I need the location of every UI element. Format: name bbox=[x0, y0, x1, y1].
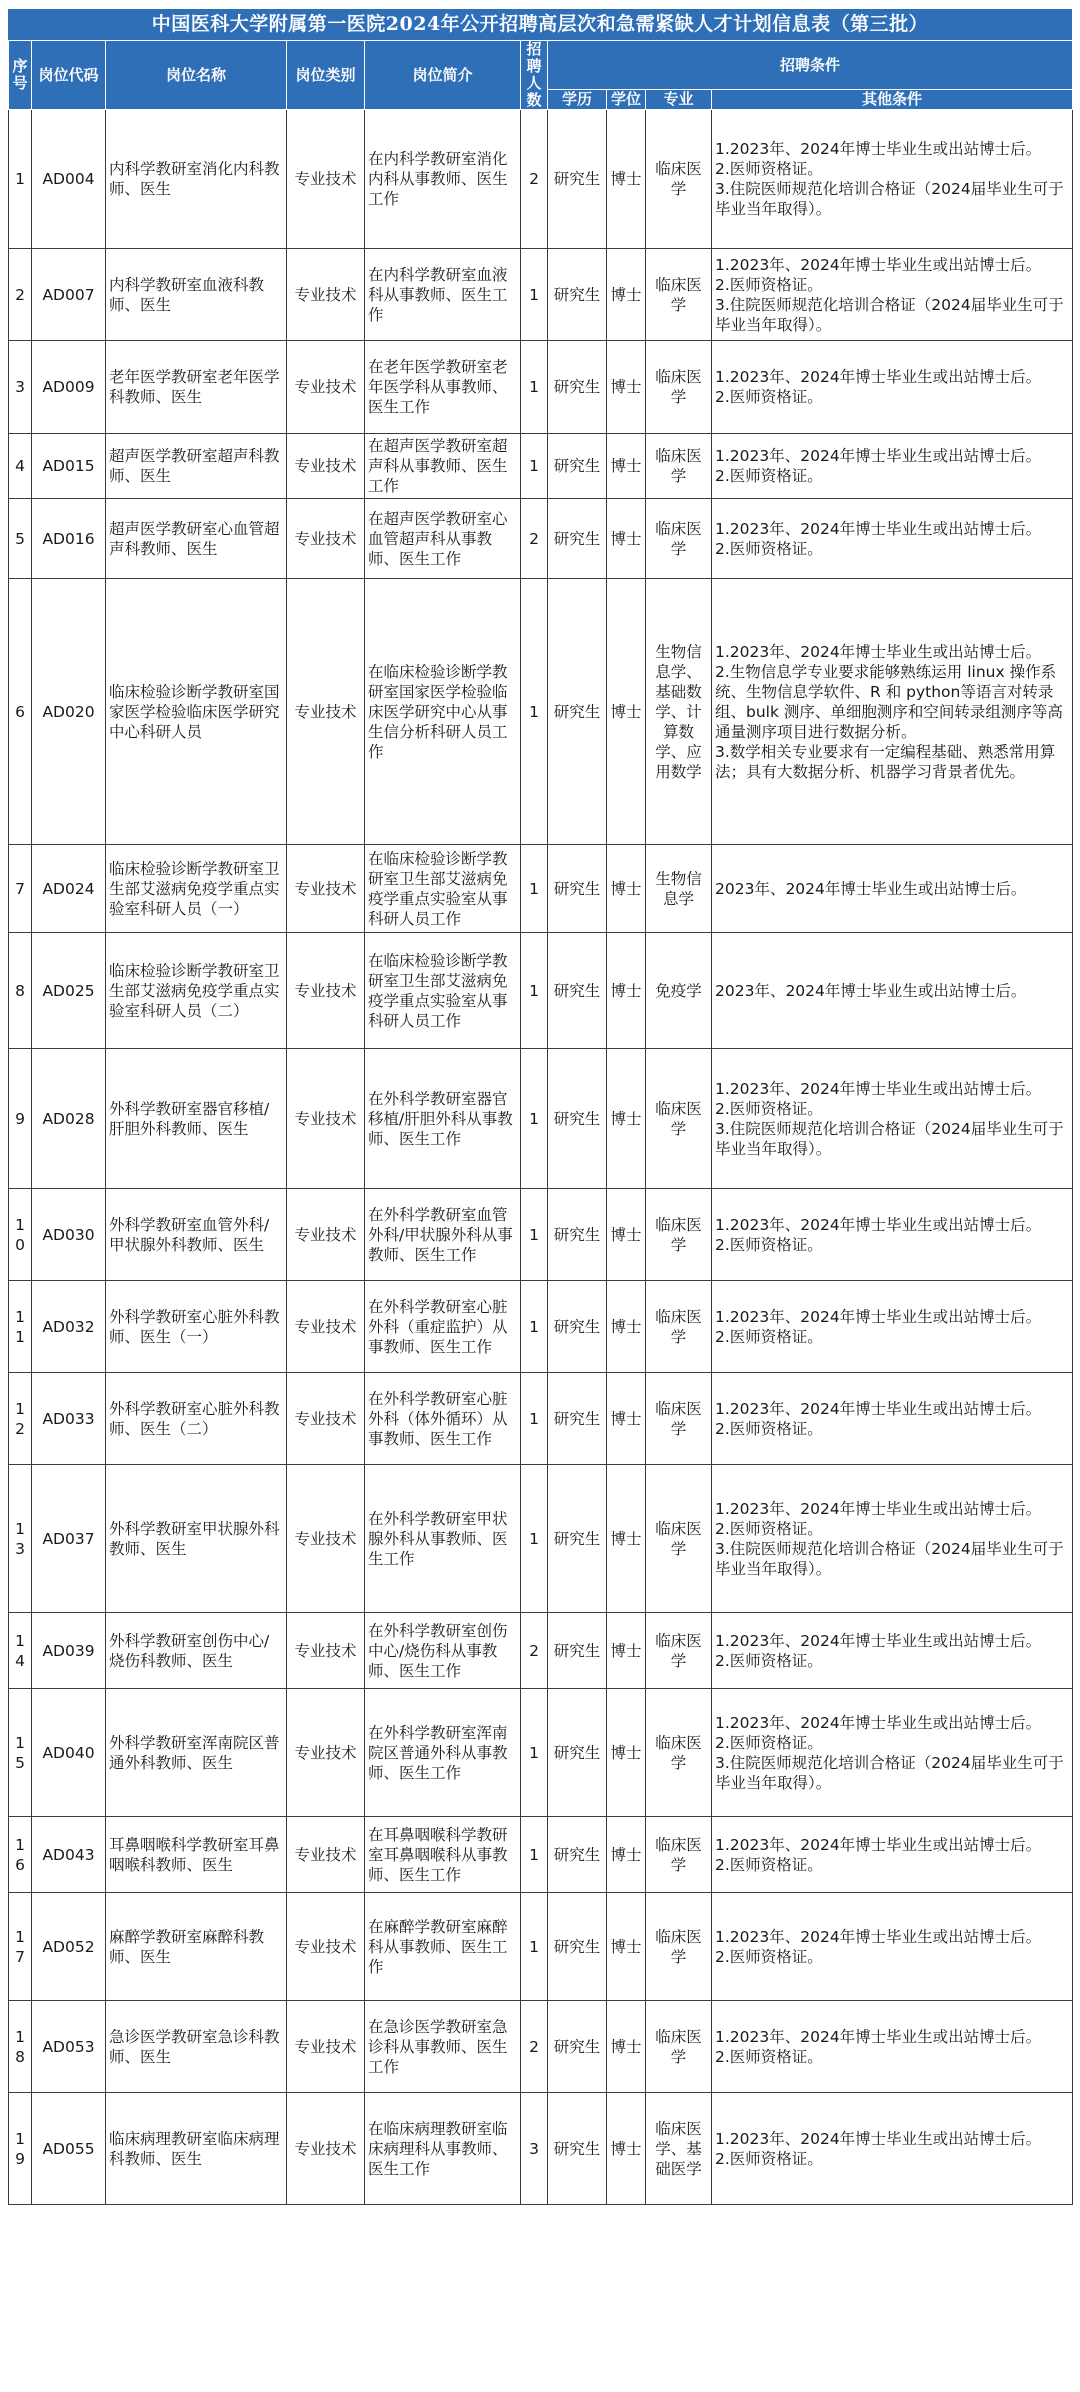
cell-degree: 博士 bbox=[607, 1893, 646, 2001]
cell-other-conditions: 1.2023年、2024年博士毕业生或出站博士后。 2.医师资格证。 bbox=[712, 499, 1073, 579]
cell-count: 1 bbox=[521, 1281, 548, 1373]
table-row bbox=[9, 2001, 1073, 2093]
cell-position-name: 临床检验诊断学教研室卫生部艾滋病免疫学重点实验室科研人员（二） bbox=[106, 933, 287, 1049]
cell-education: 研究生 bbox=[548, 1893, 607, 2001]
cell-degree: 博士 bbox=[607, 1373, 646, 1465]
cell-position-name: 临床检验诊断学教研室国家医学检验临床医学研究中心科研人员 bbox=[106, 579, 287, 845]
cell-education: 研究生 bbox=[548, 1465, 607, 1613]
cell-count: 1 bbox=[521, 1465, 548, 1613]
cell-seq: 3 bbox=[9, 341, 32, 434]
cell-other-conditions: 1.2023年、2024年博士毕业生或出站博士后。 2.医师资格证。 3.住院医师规范化培训合格证（2024届毕业生可于毕业当年取得）。 bbox=[712, 1689, 1073, 1817]
cell-code: AD020 bbox=[32, 579, 106, 845]
cell-other-conditions: 1.2023年、2024年博士毕业生或出站博士后。 2.医师资格证。 bbox=[712, 1613, 1073, 1689]
cell-count: 1 bbox=[521, 1893, 548, 2001]
table-row bbox=[9, 1689, 1073, 1817]
cell-count: 1 bbox=[521, 341, 548, 434]
cell-other-conditions: 1.2023年、2024年博士毕业生或出站博士后。 2.医师资格证。 bbox=[712, 1893, 1073, 2001]
cell-category: 专业技术 bbox=[287, 1893, 365, 2001]
cell-education: 研究生 bbox=[548, 933, 607, 1049]
cell-intro: 在内科学教研室消化内科从事教师、医生工作 bbox=[365, 110, 521, 249]
cell-degree: 博士 bbox=[607, 1689, 646, 1817]
cell-degree: 博士 bbox=[607, 110, 646, 249]
cell-other-conditions: 1.2023年、2024年博士毕业生或出站博士后。 2.医师资格证。 3.住院医师规范化培训合格证（2024届毕业生可于毕业当年取得）。 bbox=[712, 1049, 1073, 1189]
cell-education: 研究生 bbox=[548, 1049, 607, 1189]
cell-code: AD024 bbox=[32, 845, 106, 933]
cell-code: AD028 bbox=[32, 1049, 106, 1189]
cell-intro: 在临床检验诊断学教研室国家医学检验临床医学研究中心从事生信分析科研人员工作 bbox=[365, 579, 521, 845]
cell-education: 研究生 bbox=[548, 2001, 607, 2093]
cell-position-name: 外科学教研室心脏外科教师、医生（一） bbox=[106, 1281, 287, 1373]
cell-intro: 在内科学教研室血液科从事教师、医生工作 bbox=[365, 249, 521, 341]
table-row bbox=[9, 579, 1073, 845]
cell-other-conditions: 1.2023年、2024年博士毕业生或出站博士后。 2.医师资格证。 bbox=[712, 1373, 1073, 1465]
cell-seq: 7 bbox=[9, 845, 32, 933]
cell-seq: 18 bbox=[9, 2001, 32, 2093]
cell-intro: 在超声医学教研室超声科从事教师、医生工作 bbox=[365, 434, 521, 499]
table-row bbox=[9, 1049, 1073, 1189]
table-row bbox=[9, 1613, 1073, 1689]
cell-degree: 博士 bbox=[607, 1613, 646, 1689]
cell-category: 专业技术 bbox=[287, 499, 365, 579]
cell-major: 临床医学 bbox=[646, 1373, 712, 1465]
table-row bbox=[9, 1373, 1073, 1465]
cell-position-name: 外科学教研室血管外科/甲状腺外科教师、医生 bbox=[106, 1189, 287, 1281]
table-header bbox=[9, 41, 1073, 110]
cell-intro: 在超声医学教研室心血管超声科从事教师、医生工作 bbox=[365, 499, 521, 579]
cell-category: 专业技术 bbox=[287, 1465, 365, 1613]
cell-major: 临床医学 bbox=[646, 434, 712, 499]
cell-code: AD055 bbox=[32, 2093, 106, 2205]
table-row bbox=[9, 434, 1073, 499]
cell-position-name: 麻醉学教研室麻醉科教师、医生 bbox=[106, 1893, 287, 2001]
cell-major: 临床医学 bbox=[646, 2001, 712, 2093]
table-body bbox=[9, 110, 1073, 2205]
cell-count: 1 bbox=[521, 845, 548, 933]
cell-code: AD009 bbox=[32, 341, 106, 434]
cell-education: 研究生 bbox=[548, 1373, 607, 1465]
cell-count: 1 bbox=[521, 1817, 548, 1893]
cell-code: AD004 bbox=[32, 110, 106, 249]
cell-position-name: 外科学教研室甲状腺外科教师、医生 bbox=[106, 1465, 287, 1613]
cell-code: AD015 bbox=[32, 434, 106, 499]
cell-category: 专业技术 bbox=[287, 933, 365, 1049]
cell-intro: 在外科学教研室浑南院区普通外科从事教师、医生工作 bbox=[365, 1689, 521, 1817]
cell-education: 研究生 bbox=[548, 1281, 607, 1373]
cell-major: 生物信息学、基础数学、计算数学、应用数学 bbox=[646, 579, 712, 845]
cell-intro: 在麻醉学教研室麻醉科从事教师、医生工作 bbox=[365, 1893, 521, 2001]
cell-seq: 4 bbox=[9, 434, 32, 499]
cell-major: 免疫学 bbox=[646, 933, 712, 1049]
cell-position-name: 临床检验诊断学教研室卫生部艾滋病免疫学重点实验室科研人员（一） bbox=[106, 845, 287, 933]
cell-other-conditions: 1.2023年、2024年博士毕业生或出站博士后。 2.医师资格证。 3.住院医师规范化培训合格证（2024届毕业生可于毕业当年取得）。 bbox=[712, 1465, 1073, 1613]
cell-position-name: 老年医学教研室老年医学科教师、医生 bbox=[106, 341, 287, 434]
cell-other-conditions: 1.2023年、2024年博士毕业生或出站博士后。 2.医师资格证。 3.住院医师规范化培训合格证（2024届毕业生可于毕业当年取得）。 bbox=[712, 110, 1073, 249]
cell-category: 专业技术 bbox=[287, 1613, 365, 1689]
cell-category: 专业技术 bbox=[287, 1817, 365, 1893]
header-other: 其他条件 bbox=[712, 90, 1073, 110]
cell-other-conditions: 1.2023年、2024年博士毕业生或出站博士后。 2.医师资格证。 bbox=[712, 1817, 1073, 1893]
cell-intro: 在临床检验诊断学教研室卫生部艾滋病免疫学重点实验室从事科研人员工作 bbox=[365, 845, 521, 933]
cell-degree: 博士 bbox=[607, 845, 646, 933]
cell-category: 专业技术 bbox=[287, 434, 365, 499]
cell-intro: 在急诊医学教研室急诊科从事教师、医生工作 bbox=[365, 2001, 521, 2093]
cell-degree: 博士 bbox=[607, 579, 646, 845]
cell-position-name: 临床病理教研室临床病理科教师、医生 bbox=[106, 2093, 287, 2205]
cell-major: 临床医学 bbox=[646, 1465, 712, 1613]
cell-intro: 在外科学教研室心脏外科（体外循环）从事教师、医生工作 bbox=[365, 1373, 521, 1465]
cell-seq: 19 bbox=[9, 2093, 32, 2205]
cell-category: 专业技术 bbox=[287, 579, 365, 845]
cell-seq: 13 bbox=[9, 1465, 32, 1613]
cell-degree: 博士 bbox=[607, 1049, 646, 1189]
cell-other-conditions: 2023年、2024年博士毕业生或出站博士后。 bbox=[712, 845, 1073, 933]
cell-position-name: 外科学教研室创伤中心/烧伤科教师、医生 bbox=[106, 1613, 287, 1689]
cell-major: 临床医学 bbox=[646, 1189, 712, 1281]
cell-position-name: 超声医学教研室心血管超声科教师、医生 bbox=[106, 499, 287, 579]
sheet-title: 中国医科大学附属第一医院2024年公开招聘高层次和急需紧缺人才计划信息表（第三批） bbox=[8, 9, 1072, 40]
table-row bbox=[9, 933, 1073, 1049]
header-major: 专业 bbox=[646, 90, 712, 110]
cell-position-name: 内科学教研室血液科教师、医生 bbox=[106, 249, 287, 341]
cell-position-name: 急诊医学教研室急诊科教师、医生 bbox=[106, 2001, 287, 2093]
cell-count: 1 bbox=[521, 933, 548, 1049]
cell-education: 研究生 bbox=[548, 1817, 607, 1893]
cell-seq: 15 bbox=[9, 1689, 32, 1817]
cell-major: 生物信息学 bbox=[646, 845, 712, 933]
cell-major: 临床医学 bbox=[646, 341, 712, 434]
cell-position-name: 内科学教研室消化内科教师、医生 bbox=[106, 110, 287, 249]
cell-code: AD016 bbox=[32, 499, 106, 579]
cell-degree: 博士 bbox=[607, 341, 646, 434]
header-name: 岗位名称 bbox=[106, 41, 287, 110]
cell-seq: 5 bbox=[9, 499, 32, 579]
cell-degree: 博士 bbox=[607, 1189, 646, 1281]
cell-count: 1 bbox=[521, 434, 548, 499]
cell-other-conditions: 1.2023年、2024年博士毕业生或出站博士后。 2.医师资格证。 bbox=[712, 2001, 1073, 2093]
cell-education: 研究生 bbox=[548, 579, 607, 845]
cell-position-name: 外科学教研室心脏外科教师、医生（二） bbox=[106, 1373, 287, 1465]
cell-category: 专业技术 bbox=[287, 341, 365, 434]
recruitment-sheet bbox=[8, 9, 1072, 2205]
cell-position-name: 外科学教研室浑南院区普通外科教师、医生 bbox=[106, 1689, 287, 1817]
header-degree: 学位 bbox=[607, 90, 646, 110]
cell-code: AD025 bbox=[32, 933, 106, 1049]
table-row bbox=[9, 1189, 1073, 1281]
cell-code: AD053 bbox=[32, 2001, 106, 2093]
cell-major: 临床医学、基础医学 bbox=[646, 2093, 712, 2205]
cell-education: 研究生 bbox=[548, 1189, 607, 1281]
cell-code: AD032 bbox=[32, 1281, 106, 1373]
header-intro: 岗位简介 bbox=[365, 41, 521, 110]
cell-other-conditions: 1.2023年、2024年博士毕业生或出站博士后。 2.医师资格证。 bbox=[712, 1281, 1073, 1373]
cell-code: AD030 bbox=[32, 1189, 106, 1281]
cell-category: 专业技术 bbox=[287, 2001, 365, 2093]
cell-degree: 博士 bbox=[607, 1281, 646, 1373]
cell-count: 1 bbox=[521, 1189, 548, 1281]
header-education: 学历 bbox=[548, 90, 607, 110]
cell-seq: 9 bbox=[9, 1049, 32, 1189]
cell-other-conditions: 1.2023年、2024年博士毕业生或出站博士后。 2.医师资格证。 bbox=[712, 434, 1073, 499]
cell-major: 临床医学 bbox=[646, 1817, 712, 1893]
cell-degree: 博士 bbox=[607, 2093, 646, 2205]
cell-seq: 1 bbox=[9, 110, 32, 249]
cell-other-conditions: 2023年、2024年博士毕业生或出站博士后。 bbox=[712, 933, 1073, 1049]
cell-category: 专业技术 bbox=[287, 1373, 365, 1465]
cell-code: AD052 bbox=[32, 1893, 106, 2001]
cell-seq: 11 bbox=[9, 1281, 32, 1373]
cell-other-conditions: 1.2023年、2024年博士毕业生或出站博士后。 2.生物信息学专业要求能够熟练运用 linux 操作系统、生物信息学软件、R 和 python等语言对转录组、bulk 测序、单细胞测序和空间转录组测序等高通量测序项目进行数据分析。 3.数学相关专业要求有一定编程基础、熟悉常用算法；具有大数据分析、机器学习背景者优先。 bbox=[712, 579, 1073, 845]
cell-seq: 6 bbox=[9, 579, 32, 845]
table-row bbox=[9, 110, 1073, 249]
cell-category: 专业技术 bbox=[287, 1189, 365, 1281]
header-seq: 序号 bbox=[9, 41, 32, 110]
cell-seq: 10 bbox=[9, 1189, 32, 1281]
cell-count: 3 bbox=[521, 2093, 548, 2205]
cell-count: 2 bbox=[521, 110, 548, 249]
cell-other-conditions: 1.2023年、2024年博士毕业生或出站博士后。 2.医师资格证。 3.住院医师规范化培训合格证（2024届毕业生可于毕业当年取得）。 bbox=[712, 249, 1073, 341]
cell-major: 临床医学 bbox=[646, 499, 712, 579]
header-category: 岗位类别 bbox=[287, 41, 365, 110]
cell-degree: 博士 bbox=[607, 434, 646, 499]
table-row bbox=[9, 2093, 1073, 2205]
table-row bbox=[9, 499, 1073, 579]
cell-education: 研究生 bbox=[548, 2093, 607, 2205]
table-row bbox=[9, 249, 1073, 341]
table-row bbox=[9, 1281, 1073, 1373]
cell-code: AD039 bbox=[32, 1613, 106, 1689]
cell-count: 1 bbox=[521, 1373, 548, 1465]
cell-position-name: 超声医学教研室超声科教师、医生 bbox=[106, 434, 287, 499]
cell-seq: 2 bbox=[9, 249, 32, 341]
cell-code: AD037 bbox=[32, 1465, 106, 1613]
cell-seq: 8 bbox=[9, 933, 32, 1049]
cell-education: 研究生 bbox=[548, 1689, 607, 1817]
cell-degree: 博士 bbox=[607, 1817, 646, 1893]
header-code: 岗位代码 bbox=[32, 41, 106, 110]
cell-intro: 在临床检验诊断学教研室卫生部艾滋病免疫学重点实验室从事科研人员工作 bbox=[365, 933, 521, 1049]
cell-count: 1 bbox=[521, 1689, 548, 1817]
cell-major: 临床医学 bbox=[646, 1281, 712, 1373]
cell-category: 专业技术 bbox=[287, 1281, 365, 1373]
cell-other-conditions: 1.2023年、2024年博士毕业生或出站博士后。 2.医师资格证。 bbox=[712, 341, 1073, 434]
cell-intro: 在外科学教研室器官移植/肝胆外科从事教师、医生工作 bbox=[365, 1049, 521, 1189]
cell-major: 临床医学 bbox=[646, 249, 712, 341]
cell-education: 研究生 bbox=[548, 341, 607, 434]
cell-count: 1 bbox=[521, 579, 548, 845]
cell-education: 研究生 bbox=[548, 434, 607, 499]
cell-intro: 在老年医学教研室老年医学科从事教师、医生工作 bbox=[365, 341, 521, 434]
header-conditions: 招聘条件 bbox=[548, 41, 1073, 90]
cell-category: 专业技术 bbox=[287, 1049, 365, 1189]
cell-major: 临床医学 bbox=[646, 1613, 712, 1689]
cell-major: 临床医学 bbox=[646, 1689, 712, 1817]
cell-major: 临床医学 bbox=[646, 1893, 712, 2001]
cell-code: AD007 bbox=[32, 249, 106, 341]
cell-category: 专业技术 bbox=[287, 1689, 365, 1817]
cell-category: 专业技术 bbox=[287, 845, 365, 933]
cell-education: 研究生 bbox=[548, 249, 607, 341]
cell-count: 2 bbox=[521, 2001, 548, 2093]
positions-table bbox=[8, 40, 1073, 2205]
cell-education: 研究生 bbox=[548, 110, 607, 249]
cell-intro: 在外科学教研室甲状腺外科从事教师、医生工作 bbox=[365, 1465, 521, 1613]
cell-major: 临床医学 bbox=[646, 1049, 712, 1189]
table-row bbox=[9, 1817, 1073, 1893]
cell-count: 2 bbox=[521, 1613, 548, 1689]
cell-education: 研究生 bbox=[548, 1613, 607, 1689]
cell-seq: 12 bbox=[9, 1373, 32, 1465]
table-row bbox=[9, 1893, 1073, 2001]
cell-degree: 博士 bbox=[607, 933, 646, 1049]
cell-intro: 在耳鼻咽喉科学教研室耳鼻咽喉科从事教师、医生工作 bbox=[365, 1817, 521, 1893]
cell-other-conditions: 1.2023年、2024年博士毕业生或出站博士后。 2.医师资格证。 bbox=[712, 2093, 1073, 2205]
cell-other-conditions: 1.2023年、2024年博士毕业生或出站博士后。 2.医师资格证。 bbox=[712, 1189, 1073, 1281]
cell-intro: 在临床病理教研室临床病理科从事教师、医生工作 bbox=[365, 2093, 521, 2205]
cell-major: 临床医学 bbox=[646, 110, 712, 249]
table-row bbox=[9, 1465, 1073, 1613]
cell-code: AD033 bbox=[32, 1373, 106, 1465]
table-row bbox=[9, 845, 1073, 933]
cell-seq: 17 bbox=[9, 1893, 32, 2001]
cell-code: AD040 bbox=[32, 1689, 106, 1817]
cell-degree: 博士 bbox=[607, 1465, 646, 1613]
cell-category: 专业技术 bbox=[287, 110, 365, 249]
cell-education: 研究生 bbox=[548, 499, 607, 579]
cell-category: 专业技术 bbox=[287, 2093, 365, 2205]
cell-count: 1 bbox=[521, 249, 548, 341]
cell-education: 研究生 bbox=[548, 845, 607, 933]
cell-degree: 博士 bbox=[607, 499, 646, 579]
cell-count: 1 bbox=[521, 1049, 548, 1189]
header-count: 招聘人数 bbox=[521, 41, 548, 110]
cell-intro: 在外科学教研室心脏外科（重症监护）从事教师、医生工作 bbox=[365, 1281, 521, 1373]
cell-seq: 16 bbox=[9, 1817, 32, 1893]
cell-degree: 博士 bbox=[607, 249, 646, 341]
cell-count: 2 bbox=[521, 499, 548, 579]
cell-category: 专业技术 bbox=[287, 249, 365, 341]
cell-position-name: 外科学教研室器官移植/肝胆外科教师、医生 bbox=[106, 1049, 287, 1189]
table-row bbox=[9, 341, 1073, 434]
cell-position-name: 耳鼻咽喉科学教研室耳鼻咽喉科教师、医生 bbox=[106, 1817, 287, 1893]
cell-degree: 博士 bbox=[607, 2001, 646, 2093]
cell-intro: 在外科学教研室血管外科/甲状腺外科从事教师、医生工作 bbox=[365, 1189, 521, 1281]
cell-seq: 14 bbox=[9, 1613, 32, 1689]
cell-code: AD043 bbox=[32, 1817, 106, 1893]
cell-intro: 在外科学教研室创伤中心/烧伤科从事教师、医生工作 bbox=[365, 1613, 521, 1689]
